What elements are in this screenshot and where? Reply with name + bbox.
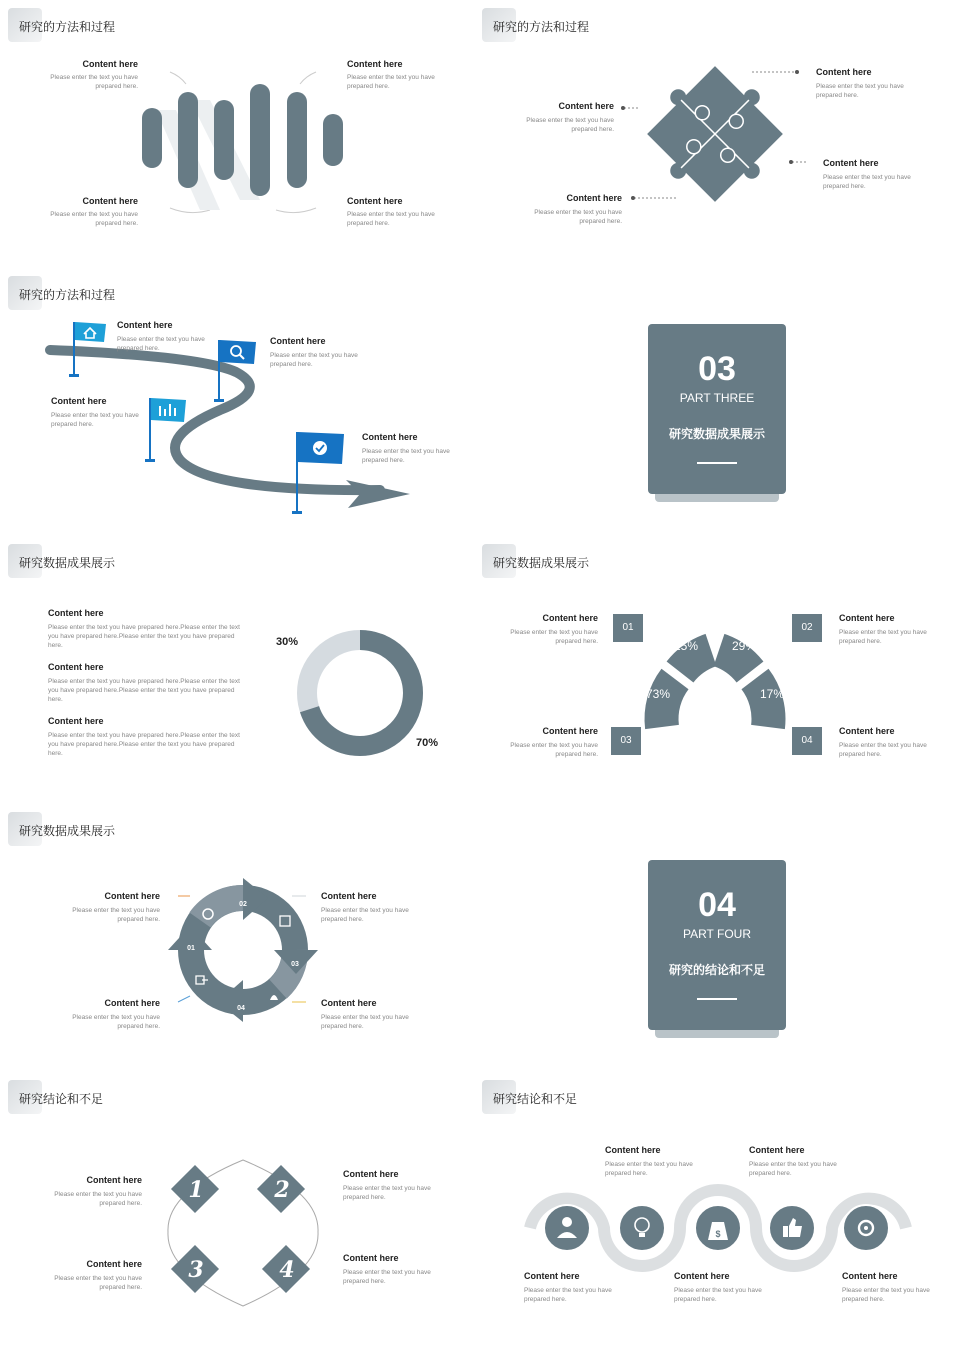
content-desc: Please enter the text you have prepared here. <box>839 629 927 645</box>
content-desc: Please enter the text you have prepared here. <box>51 412 139 428</box>
content-title: Content here <box>823 158 879 168</box>
content-desc: Please enter the text you have prepared here. <box>842 1287 930 1303</box>
content-title: Content here <box>839 613 895 623</box>
content-title: Content here <box>347 59 403 69</box>
svg-text:2: 2 <box>274 1177 290 1203</box>
gauge-label: 17% <box>760 687 785 701</box>
svg-text:4: 4 <box>279 1257 295 1283</box>
section-number: 03 <box>698 350 736 388</box>
content-desc: Please enter the text you have prepared here.Please enter the text you have prepared here.Please enter the text you have prepared here. <box>48 732 240 757</box>
content-title: Content here <box>117 320 173 330</box>
content-title: Content here <box>51 396 107 406</box>
content-desc: Please enter the text you have prepared here. <box>526 117 614 133</box>
number-box: 02 <box>792 614 822 642</box>
slide-section-03 <box>474 268 948 530</box>
content-desc: Please enter the text you have prepared here. <box>524 1287 612 1303</box>
slide-methods-bars <box>0 0 474 262</box>
card-shadow <box>655 1030 779 1038</box>
content-title: Content here <box>362 432 418 442</box>
content-title: Content here <box>48 608 104 618</box>
content-desc: Please enter the text you have prepared here. <box>343 1269 431 1285</box>
slide-results-gauge <box>474 536 948 798</box>
slide-methods-road <box>0 268 474 530</box>
content-desc: Please enter the text you have prepared here. <box>534 209 622 225</box>
content-title: Content here <box>270 336 326 346</box>
slide-conclusion-diamonds <box>0 1072 474 1334</box>
content-title: Content here <box>749 1145 805 1155</box>
section-number: 04 <box>698 886 736 924</box>
content-desc: Please enter the text you have prepared here. <box>510 742 598 758</box>
gauge-label: 29% <box>732 639 757 653</box>
content-title: Content here <box>558 101 614 111</box>
slide-title: 研究的方法和过程 <box>493 20 590 34</box>
content-title: Content here <box>605 1145 661 1155</box>
section-part: PART FOUR <box>682 927 751 941</box>
content-desc: Please enter the text you have prepared here. <box>54 1191 142 1207</box>
section-part: PART THREE <box>679 391 755 405</box>
slide-results-cycle <box>0 804 474 1066</box>
content-desc: Please enter the text you have prepared here. <box>674 1287 762 1303</box>
content-title: Content here <box>86 1259 142 1269</box>
content-title: Content here <box>542 726 598 736</box>
content-title: Content here <box>524 1271 580 1281</box>
slide-title: 研究数据成果展示 <box>19 556 116 570</box>
section-title: 研究的结论和不足 <box>668 963 765 977</box>
svg-text:1: 1 <box>188 1177 204 1203</box>
slide-conclusion-wave <box>474 1072 948 1334</box>
content-desc: Please enter the text you have prepared here. <box>816 83 904 99</box>
slide-title: 研究的方法和过程 <box>19 20 116 34</box>
number-box: 03 <box>611 727 641 755</box>
content-desc: Please enter the text you have prepared here. <box>321 907 409 923</box>
content-desc: Please enter the text you have prepared here.Please enter the text you have prepared here.Please enter the text you have prepared here. <box>48 624 240 649</box>
slide-methods-puzzle <box>474 0 948 262</box>
section-card <box>648 860 786 1030</box>
content-title: Content here <box>343 1253 399 1263</box>
section-divider <box>697 998 737 1000</box>
slide-section-04 <box>474 804 948 1066</box>
content-title: Content here <box>48 716 104 726</box>
content-desc: Please enter the text you have prepared here. <box>347 211 435 227</box>
cycle-step: 02 <box>239 901 247 908</box>
content-desc: Please enter the text you have prepared here. <box>605 1161 693 1177</box>
content-desc: Please enter the text you have prepared here. <box>839 742 927 758</box>
content-title: Content here <box>321 891 377 901</box>
slide-title: 研究数据成果展示 <box>493 556 590 570</box>
gauge-label: 25% <box>674 639 699 653</box>
content-desc: Please enter the text you have prepared here.Please enter the text you have prepared here.Please enter the text you have prepared here. <box>48 678 240 703</box>
content-desc: Please enter the text you have prepared here. <box>343 1185 431 1201</box>
cycle-step: 01 <box>187 945 195 952</box>
donut-label-small: 30% <box>276 636 299 648</box>
content-desc: Please enter the text you have prepared here. <box>749 1161 837 1177</box>
card-shadow <box>655 494 779 502</box>
cycle-step: 04 <box>237 1005 245 1012</box>
content-desc: Please enter the text you have prepared here. <box>117 336 205 352</box>
donut-chart <box>0 536 474 798</box>
content-desc: Please enter the text you have prepared here. <box>321 1014 409 1030</box>
content-title: Content here <box>816 67 872 77</box>
content-title: Content here <box>48 662 104 672</box>
content-title: Content here <box>566 193 622 203</box>
content-desc: Please enter the text you have prepared here. <box>54 1275 142 1291</box>
content-title: Content here <box>542 613 598 623</box>
slide-title: 研究结论和不足 <box>19 1092 104 1106</box>
content-title: Content here <box>347 196 403 206</box>
slide-results-donut <box>0 536 474 798</box>
cycle-step: 03 <box>291 961 299 968</box>
slide-title: 研究的方法和过程 <box>19 288 116 302</box>
content-desc: Please enter the text you have prepared here. <box>50 211 138 227</box>
section-divider <box>697 462 737 464</box>
svg-text:$: $ <box>715 1229 721 1239</box>
gauge-label: 73% <box>646 687 671 701</box>
content-desc: Please enter the text you have prepared here. <box>270 352 358 368</box>
section-title: 研究数据成果展示 <box>668 427 765 441</box>
content-desc: Please enter the text you have prepared here. <box>50 74 138 90</box>
content-title: Content here <box>842 1271 898 1281</box>
content-desc: Please enter the text you have prepared here. <box>347 74 435 90</box>
content-title: Content here <box>82 196 138 206</box>
donut-label-large: 70% <box>416 737 439 749</box>
slide-title: 研究结论和不足 <box>493 1092 578 1106</box>
content-desc: Please enter the text you have prepared here. <box>823 174 911 190</box>
flag-check-icon <box>292 432 344 514</box>
number-box: 01 <box>613 614 643 642</box>
content-title: Content here <box>86 1175 142 1185</box>
content-title: Content here <box>839 726 895 736</box>
content-desc: Please enter the text you have prepared here. <box>510 629 598 645</box>
content-title: Content here <box>104 891 160 901</box>
content-desc: Please enter the text you have prepared here. <box>362 448 450 464</box>
svg-text:3: 3 <box>188 1257 204 1283</box>
content-desc: Please enter the text you have prepared here. <box>72 1014 160 1030</box>
content-title: Content here <box>674 1271 730 1281</box>
content-title: Content here <box>82 59 138 69</box>
section-card <box>648 324 786 494</box>
content-title: Content here <box>321 998 377 1008</box>
content-title: Content here <box>343 1169 399 1179</box>
slide-title: 研究数据成果展示 <box>19 824 116 838</box>
number-box: 04 <box>792 727 822 755</box>
content-desc: Please enter the text you have prepared here. <box>72 907 160 923</box>
content-title: Content here <box>104 998 160 1008</box>
